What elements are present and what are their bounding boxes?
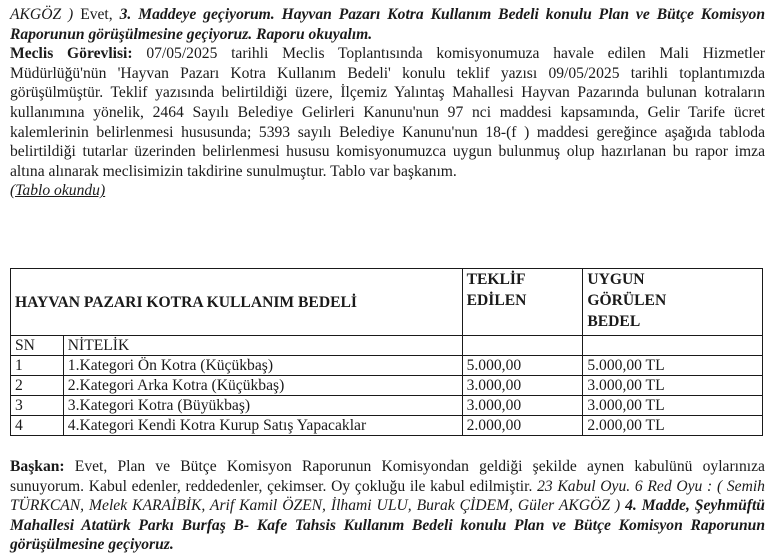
vote-body: Evet, Plan ve Bütçe Komisyon Raporunun Komisyondan geldiği şekilde aynen kabulünü oylarınıza sunuyorum. Kabul edenler, reddedenler, çekimser. Oy çokluğu ile kabul edilmiştir. bbox=[10, 458, 765, 495]
cell-sn: 1 bbox=[11, 356, 64, 376]
next-agenda-item-cut: Tahsis Kullanım Bedeli konulu Plan ve Bütçe Komisyon Raporunun görüşülmesine geçiyoruz. bbox=[10, 516, 766, 554]
col-header-uygun bbox=[583, 269, 763, 336]
vote-section bbox=[10, 457, 765, 555]
col-header-teklif bbox=[462, 269, 583, 336]
table-row bbox=[11, 376, 763, 396]
col-header-uygun-line: GÖRÜLEN bbox=[587, 292, 667, 309]
report-paragraph bbox=[10, 44, 765, 181]
cell-sn: 4 bbox=[11, 416, 64, 436]
col-header-uygun-line: BEDEL bbox=[587, 313, 641, 330]
report-note: (Tablo okundu) bbox=[10, 182, 106, 200]
cell-teklif: 5.000,00 bbox=[462, 356, 583, 376]
table-subheader-row bbox=[11, 336, 763, 356]
col-header-sn: SN bbox=[11, 336, 64, 356]
cell-nitelik: 2.Kategori Arka Kotra (Küçükbaş) bbox=[63, 376, 462, 396]
empty-cell bbox=[583, 336, 763, 356]
cell-teklif: 2.000,00 bbox=[462, 416, 583, 436]
table-row bbox=[11, 396, 763, 416]
cell-nitelik: 3.Kategori Kotra (Büyükbaş) bbox=[63, 396, 462, 416]
cell-nitelik: 1.Kategori Ön Kotra (Küçükbaş) bbox=[63, 356, 462, 376]
cell-teklif: 3.000,00 bbox=[462, 396, 583, 416]
vote-paragraph bbox=[10, 457, 765, 555]
col-header-teklif-line: EDİLEN bbox=[466, 292, 527, 309]
cell-teklif: 3.000,00 bbox=[462, 376, 583, 396]
cell-uygun: 3.000,00 TL bbox=[583, 376, 763, 396]
speaker-tail: AKGÖZ ) bbox=[10, 6, 74, 23]
empty-cell bbox=[462, 336, 583, 356]
intro-paragraph bbox=[10, 5, 765, 44]
vote-speaker-label: Başkan: bbox=[10, 458, 65, 475]
cell-sn: 2 bbox=[11, 376, 64, 396]
vote-result: 23 Kabul Oyu. 6 Red Oyu : ( Semih TÜRKCAN, Melek KARAİBİK, Arif Kamil ÖZEN, İlhami ULU, Burak ÇİDEM, Güler AKGÖZ ) bbox=[10, 477, 765, 515]
col-header-teklif-line: TEKLİF bbox=[466, 271, 526, 288]
table-title: HAYVAN PAZARI KOTRA KULLANIM BEDELİ bbox=[11, 269, 463, 336]
cell-sn: 3 bbox=[11, 396, 64, 416]
cell-uygun: 3.000,00 TL bbox=[583, 396, 763, 416]
table-row bbox=[11, 356, 763, 376]
report-body: 07/05/2025 tarihli Meclis Toplantısında komisyonumuza havale edilen Mali Hizmetler Müdürlüğü'nün 'Hayvan Pazarı Kotra Kullanım Bedeli' konulu teklif yazısı 09/05/2025 tarihli toplantımızda görüşülmüştür. Teklif yazısında belirtildiği üzere, İlçemiz Yalıntaş Mahallesi Hayvan Pazarında bulunan kotraların kullanımına yönelik, 2464 Sayılı Belediye Gelirleri Kanunu'nun 97 nci maddesi kapsamında, Gelir Tarife ücret kalemlerinin belirlenmesi hususunda; 5393 sayılı Belediye Kanunu'nun 18-(f ) maddesi gereğince aşağıda tabloda belirtildiği tutarlar üzerinden belirlenmesi hususu komisyonumuzca uygun bulunmuş olup hazırlanan bu rapor imza altına alınarak meclisimizin takdirine sunulmuştur. Tablo var başkanım. bbox=[10, 45, 765, 180]
col-header-uygun-line: UYGUN bbox=[587, 271, 645, 288]
fee-table bbox=[10, 268, 763, 436]
cell-uygun: 2.000,00 TL bbox=[583, 416, 763, 436]
agenda-heading: 3. Maddeye geçiyorum. Hayvan Pazarı Kotra Kullanım Bedeli konulu Plan ve Bütçe Komisyon Raporunun görüşülmesine geçiyoruz. Raporu okuyalım. bbox=[10, 6, 765, 43]
col-header-nitelik: NİTELİK bbox=[63, 336, 462, 356]
report-speaker-label: Meclis Görevlisi: bbox=[10, 45, 133, 63]
table-header-row bbox=[11, 269, 763, 336]
next-agenda-item: 4. Madde, Şeyhmüftü Mahallesi Atatürk Parkı Burfaş B- Kafe bbox=[10, 497, 765, 534]
cell-nitelik: 4.Kategori Kendi Kotra Kurup Satış Yapacaklar bbox=[63, 416, 462, 436]
table-row bbox=[11, 416, 763, 436]
cell-uygun: 5.000,00 TL bbox=[583, 356, 763, 376]
document-page bbox=[10, 0, 766, 554]
intro-evet: Evet, bbox=[80, 6, 113, 23]
report-note-line bbox=[10, 181, 765, 201]
